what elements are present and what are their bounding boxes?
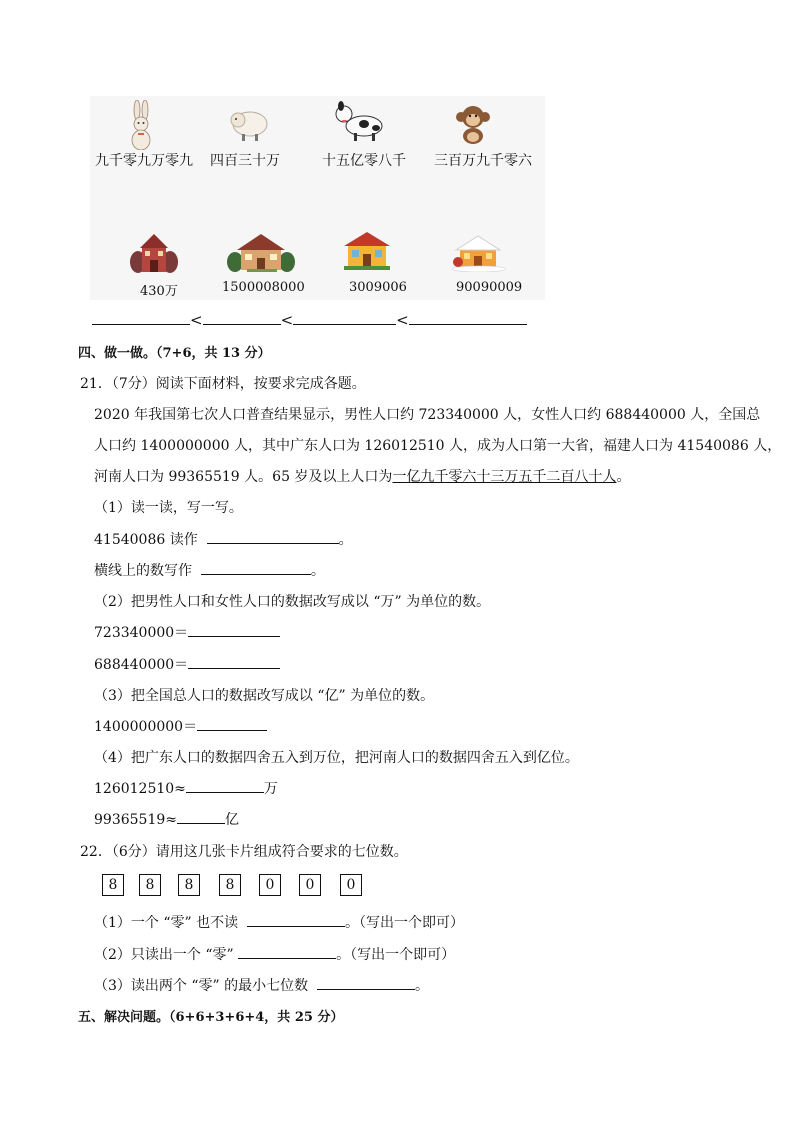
period: 。 bbox=[310, 563, 325, 579]
dog-icon bbox=[334, 100, 386, 142]
q21-guangdong-row bbox=[94, 778, 278, 798]
q22-part-3 bbox=[94, 975, 429, 995]
digit-card: 0 bbox=[340, 874, 362, 896]
house-number: 90090009 bbox=[456, 280, 523, 295]
period: 。 bbox=[415, 978, 430, 994]
answer-blank[interactable] bbox=[92, 310, 190, 325]
q21-material-line-3 bbox=[94, 466, 630, 486]
digit-card: 8 bbox=[178, 874, 200, 896]
q21-total-row bbox=[94, 716, 267, 736]
answer-blank[interactable] bbox=[177, 809, 225, 824]
animal-label: 十五亿零八千 bbox=[322, 153, 406, 169]
compare-row bbox=[92, 310, 527, 329]
underlined-number-words: 一亿九千零六十三万五千二百八十人 bbox=[392, 469, 617, 485]
red-house-icon bbox=[130, 232, 178, 274]
prompt: 横线上的数写作 bbox=[94, 563, 192, 579]
less-than-sign: < bbox=[190, 311, 203, 329]
cottage-icon bbox=[227, 232, 295, 272]
house-number: 430万 bbox=[140, 284, 178, 299]
less-than-sign: < bbox=[280, 311, 294, 329]
sheep-icon bbox=[228, 106, 270, 142]
less-than-sign: < bbox=[396, 311, 409, 329]
prompt: （1）一个 “零” 也不读 bbox=[94, 915, 239, 931]
digit-card: 8 bbox=[102, 874, 124, 896]
answer-blank[interactable] bbox=[197, 716, 267, 731]
digit-card: 8 bbox=[219, 874, 241, 896]
q22-part-2 bbox=[94, 944, 455, 964]
prompt: （2）只读出一个 “零” bbox=[94, 947, 234, 963]
q21-female-row bbox=[94, 654, 280, 674]
rabbit-icon bbox=[126, 100, 156, 150]
animal-label: 四百三十万 bbox=[210, 153, 280, 169]
question-21-heading: 21．（7分）阅读下面材料，按要求完成各题。 bbox=[80, 376, 366, 392]
prompt: 41540086 读作 bbox=[94, 532, 198, 548]
answer-blank[interactable] bbox=[207, 529, 339, 544]
hint: 。（写出一个即可） bbox=[345, 915, 465, 931]
answer-blank[interactable] bbox=[203, 310, 281, 325]
q22-part-1 bbox=[94, 912, 464, 932]
answer-blank[interactable] bbox=[238, 944, 336, 959]
unit: 万 bbox=[263, 781, 278, 797]
answer-blank[interactable] bbox=[188, 654, 280, 669]
q21-henan-row bbox=[94, 809, 239, 829]
answer-blank[interactable] bbox=[201, 560, 311, 575]
prompt: （3）读出两个 “零” 的最小七位数 bbox=[94, 978, 309, 994]
monkey-icon bbox=[454, 104, 492, 144]
prompt: 723340000＝ bbox=[94, 625, 189, 641]
digit-card: 0 bbox=[299, 874, 321, 896]
q21-part-1: （1）读一读，写一写。 bbox=[94, 500, 243, 516]
answer-blank[interactable] bbox=[188, 622, 280, 637]
matching-figure bbox=[90, 96, 545, 300]
question-22-heading: 22．（6分）请用这几张卡片组成符合要求的七位数。 bbox=[80, 844, 408, 860]
unit: 亿 bbox=[225, 812, 239, 828]
period: 。 bbox=[338, 532, 353, 548]
prompt: 688440000＝ bbox=[94, 657, 189, 673]
q21-part-3: （3）把全国总人口的数据改写成以 “亿” 为单位的数。 bbox=[94, 688, 435, 704]
yellow-house-icon bbox=[342, 230, 392, 270]
q21-write-row bbox=[94, 560, 325, 580]
snow-house-icon bbox=[452, 232, 506, 272]
answer-blank[interactable] bbox=[247, 912, 345, 927]
q21-material-line-2: 人口约 1400000000 人，其中广东人口为 126012510 人，成为人口第一大省，福建人口为 41540086 人， bbox=[94, 438, 782, 454]
q21-part-2: （2）把男性人口和女性人口的数据改写成以 “万” 为单位的数。 bbox=[94, 594, 491, 610]
animal-label: 九千零九万零九 bbox=[95, 153, 193, 169]
text: 河南人口为 99365519 人。65 岁及以上人口为 bbox=[94, 469, 393, 485]
section-4-title: 四、做一做。（7+6，共 13 分） bbox=[78, 346, 271, 361]
house-number: 1500008000 bbox=[222, 280, 305, 295]
section-5-title: 五、解决问题。（6+6+3+6+4，共 25 分） bbox=[78, 1010, 344, 1025]
prompt: 126012510≈ bbox=[94, 781, 186, 797]
q21-read-row bbox=[94, 529, 353, 549]
q21-material-line-1: 2020 年我国第七次人口普查结果显示，男性人口约 723340000 人，女性人口约 688440000 人，全国总 bbox=[94, 407, 761, 423]
animal-label: 三百万九千零六 bbox=[434, 153, 532, 169]
prompt: 99365519≈ bbox=[94, 812, 177, 828]
digit-card: 0 bbox=[259, 874, 281, 896]
q21-part-4: （4）把广东人口的数据四舍五入到万位，把河南人口的数据四舍五入到亿位。 bbox=[94, 750, 579, 766]
answer-blank[interactable] bbox=[186, 778, 264, 793]
answer-blank[interactable] bbox=[409, 310, 527, 325]
digit-card: 8 bbox=[139, 874, 161, 896]
text: 。 bbox=[616, 469, 631, 485]
prompt: 1400000000＝ bbox=[94, 719, 198, 735]
answer-blank[interactable] bbox=[317, 975, 415, 990]
hint: 。（写出一个即可） bbox=[336, 947, 456, 963]
answer-blank[interactable] bbox=[293, 310, 396, 325]
house-number: 3009006 bbox=[349, 280, 407, 295]
q21-male-row bbox=[94, 622, 280, 642]
